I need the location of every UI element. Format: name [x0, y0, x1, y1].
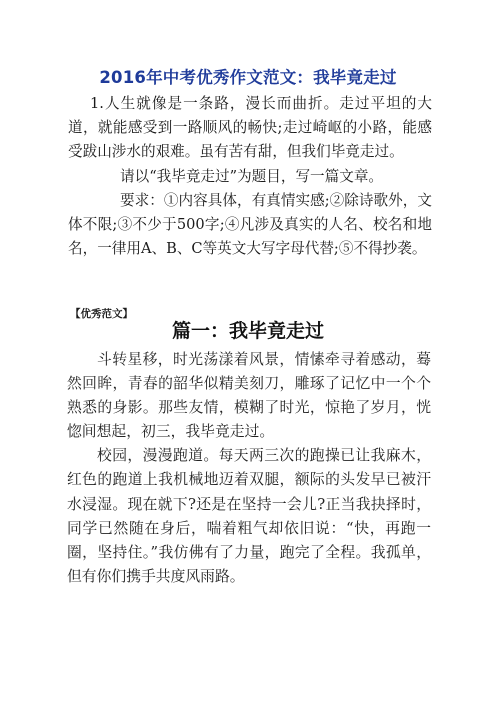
essay-prompt [68, 92, 432, 261]
essay-title: 篇一：我毕竟走过 [171, 320, 324, 342]
prompt-item-1: 1.人生就像是一条路，漫长而曲折。走过平坦的大道，就能感受到一路顺风的畅快;走过崎岖的小路，能感受跋山涉水的艰难。虽有苦有甜，但我们毕竟走过。 [68, 95, 432, 161]
essay-paragraph: 斗转星移，时光荡漾着风景，情愫牵寻着感动，蓦然回眸，青春的韶华似精美刻刀，雕琢了记忆中一个个熟悉的身影。那些友情，模糊了时光，惊艳了岁月，恍惚间想起，初三，我毕竟走过。 [67, 351, 431, 441]
prompt-instruction: 请以“我毕竟走过”为题目，写一篇文章。 [120, 167, 384, 185]
section-tag: 【优秀范文】 [70, 308, 133, 320]
essay-body [67, 348, 431, 589]
document-title: 2016年中考优秀作文范文：我毕竟走过 [99, 68, 397, 87]
prompt-requirements: 要求：①内容具体，有真情实感;②除诗歌外，文体不限;③不少于500字;④凡涉及真实的人名、校名和地名，一律用A、B、C等英文大写字母代替;⑤不得抄袭。 [68, 191, 432, 258]
essay-paragraph: 校园，漫漫跑道。每天两三次的跑操已让我麻木，红色的跑道上我机械地迈着双腿，额际的头发早已被汗水浸湿。现在就下?还是在坚持一会儿?正当我抉择时，同学已然随在身后，喘着粗气却依旧说：“快，再跑一圈，坚持住。”我仿佛有了力量，跑完了全程。我孤单，但有你们携手共度风雨路。 [67, 447, 431, 585]
